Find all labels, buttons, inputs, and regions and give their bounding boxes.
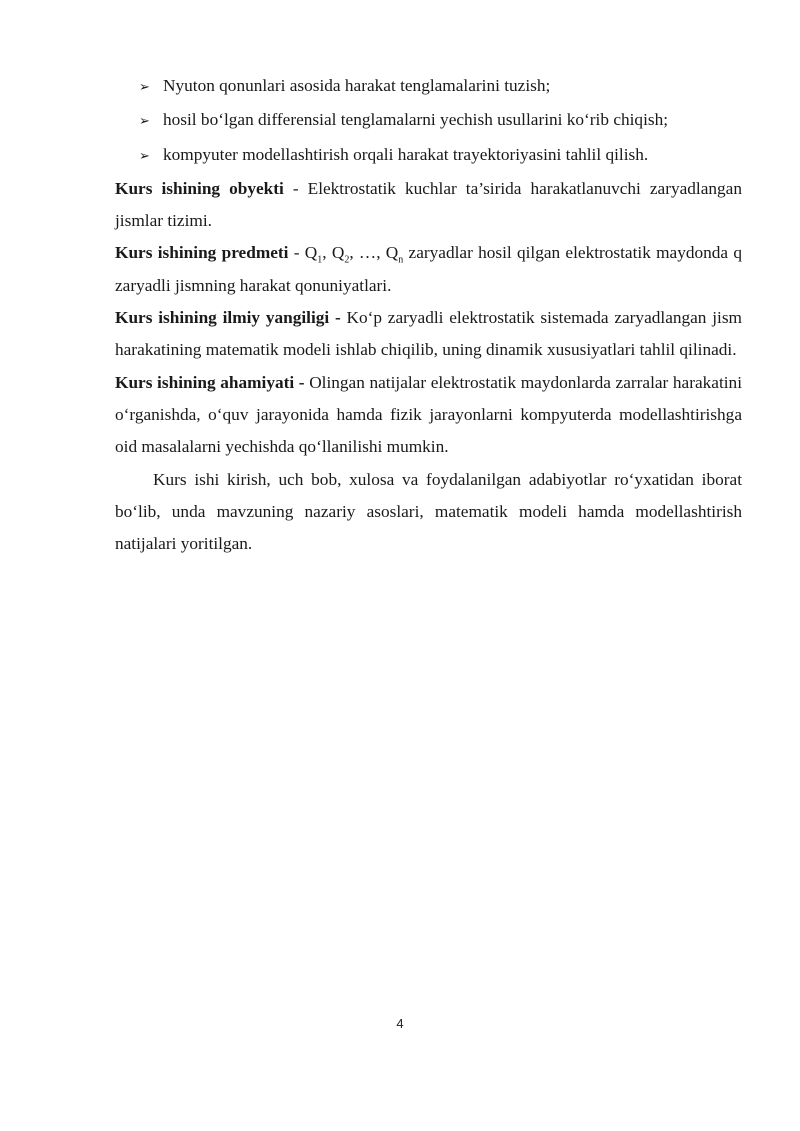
novelty-label: Kurs ishining ilmiy yangiligi - <box>115 308 341 328</box>
page-number: 4 <box>396 1016 404 1031</box>
arrowhead-bullet-icon: ➢ <box>139 148 150 164</box>
bullet-text: hosil bo‘lgan differensial tenglamalarni yechish usullarini ko‘rib chiqish; <box>163 110 669 130</box>
subject-separator: - <box>288 243 305 263</box>
object-separator: - <box>283 178 308 198</box>
bullet-item <box>115 139 742 173</box>
importance-paragraph <box>115 367 742 464</box>
bullet-item <box>115 104 742 138</box>
subject-paragraph: Kurs ishining predmeti - $Q_1$, $Q_2$, …, $Q_n$ zaryadlar hosil qilgan elektrostatik maydonda q zaryadli jismning harakat qonuniyatlari. <box>115 243 743 295</box>
bullet-text: Nyuton qonunlari asosida harakat tenglamalarini tuzish; <box>163 76 551 95</box>
page-body <box>115 70 742 560</box>
structure-paragraph: Kurs ishi kirish, uch bob, xulosa va foydalanilgan adabiyotlar ro‘yxatidan iborat bo‘lib, unda mavzuning nazariy asoslari, matematik modeli hamda modellashtirish natijalari yoritilgan. <box>115 469 742 554</box>
charge-q1: $Q_1$ <box>304 243 323 266</box>
novelty-text: Ko‘p zaryadli elektrostatik sistemada zaryadlangan jism harakatining matematik modeli ishlab chiqilib, uning dinamik xususiyatlari tahlil qilinadi. <box>115 308 742 360</box>
novelty-paragraph <box>115 302 742 367</box>
arrowhead-bullet-icon: ➢ <box>139 114 150 130</box>
charge-qn: $Q_n$ <box>385 243 404 266</box>
object-text: Elektrostatik kuchlar ta’sirida harakatlanuvchi zaryadlangan jismlar tizimi. <box>115 178 742 231</box>
importance-text: Olingan natijalar elektrostatik maydonlarda zarralar harakatini o‘rganishda, o‘quv jarayonida hamda fizik jarayonlarni kompyuterda modellashtirishga oid masalalarni yechishda qo‘llanilishi mumkin. <box>115 372 742 457</box>
bullet-item <box>115 70 742 104</box>
bullet-text: kompyuter modellashtirish orqali harakat trayektoriyasini tahlil qilish. <box>163 144 649 164</box>
charge-q2: $Q_2$ <box>331 243 350 266</box>
object-label: Kurs ishining obyekti <box>115 178 284 198</box>
subject-label: Kurs ishining predmeti <box>115 243 289 263</box>
importance-label: Kurs ishining ahamiyati - <box>115 372 305 392</box>
arrowhead-bullet-icon: ➢ <box>139 80 150 95</box>
object-paragraph <box>115 173 742 238</box>
subject-text: zaryadlar hosil qilgan elektrostatik maydonda q zaryadli jismning harakat qonuniyatlari. <box>115 243 743 295</box>
